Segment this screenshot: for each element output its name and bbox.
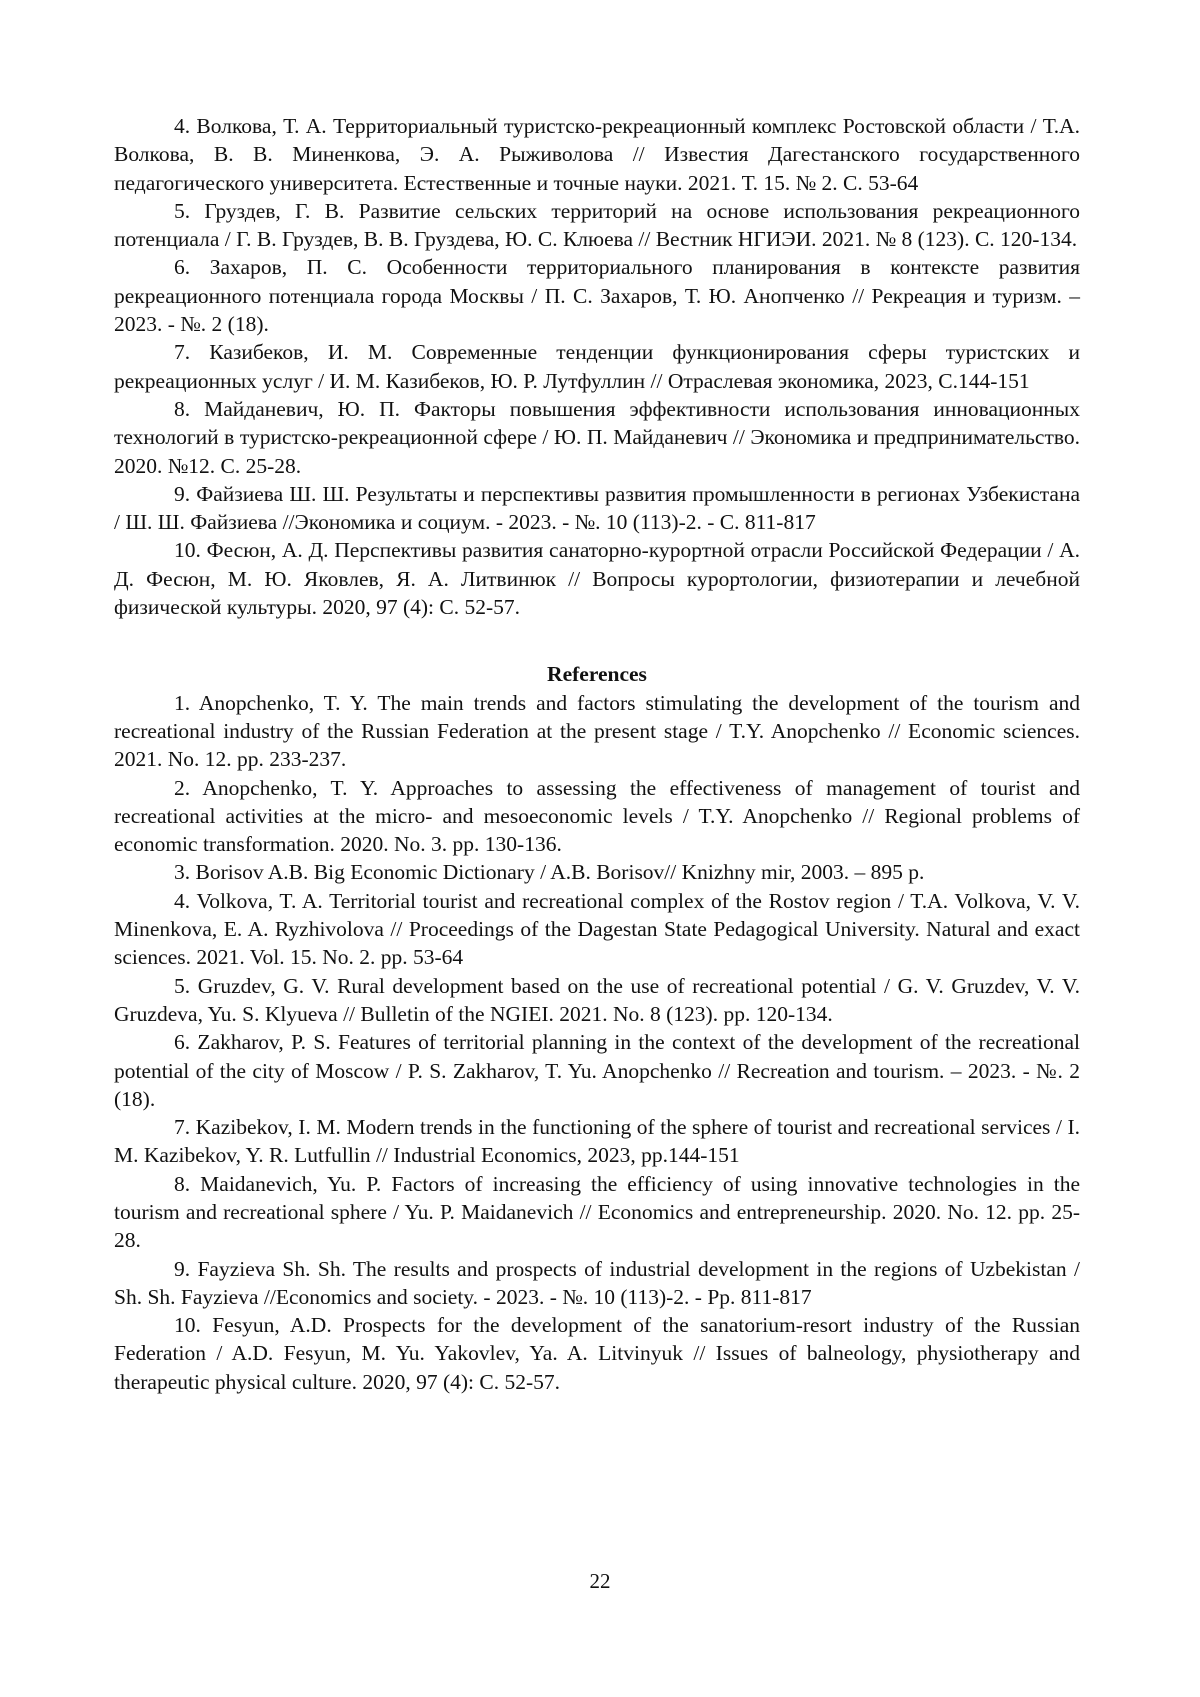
reference-item: 9. Fayzieva Sh. Sh. The results and prospects of industrial development in the regions of Uzbekistan / Sh. Sh. Fayzieva //Economics and society. - 2023. - №. 10 (113)-2. - Pp. 811-817 [114,1255,1080,1312]
reference-item: 5. Gruzdev, G. V. Rural development based on the use of recreational potential / G. V. Gruzdev, V. V. Gruzdeva, Yu. S. Klyueva // Bulletin of the NGIEI. 2021. No. 8 (123). pp. 120-134. [114,972,1080,1029]
english-reference-list [114,689,1080,1396]
reference-item: 4. Volkova, T. A. Territorial tourist and recreational complex of the Rostov region / T.A. Volkova, V. V. Minenkova, E. A. Ryzhivolova // Proceedings of the Dagestan State Pedagogical University. Natural and exact sciences. 2021. Vol. 15. No. 2. pp. 53-64 [114,887,1080,972]
reference-item: 8. Майданевич, Ю. П. Факторы повышения эффективности использования инновационных технологий в туристско-рекреационной сфере / Ю. П. Майданевич // Экономика и предпринимательство. 2020. №12. С. 25-28. [114,395,1080,480]
reference-item: 9. Файзиева Ш. Ш. Результаты и перспективы развития промышленности в регионах Узбекистана / Ш. Ш. Файзиева //Экономика и социум. - 2023. - №. 10 (113)-2. - С. 811-817 [114,480,1080,537]
reference-item: 10. Фесюн, А. Д. Перспективы развития санаторно-курортной отрасли Российской Федерации / А. Д. Фесюн, М. Ю. Яковлев, Я. А. Литвинюк // Вопросы курортологии, физиотерапии и лечебной физической культуры. 2020, 97 (4): С. 52-57. [114,536,1080,621]
reference-item: 4. Волкова, Т. А. Территориальный туристско-рекреационный комплекс Ростовской области / Т.А. Волкова, В. В. Миненкова, Э. А. Рыживолова // Известия Дагестанского государственного педагогического университета. Естественные и точные науки. 2021. Т. 15. № 2. С. 53-64 [114,112,1080,197]
page-number: 22 [0,1568,1200,1594]
reference-item: 10. Fesyun, A.D. Prospects for the development of the sanatorium-resort industry of the Russian Federation / A.D. Fesyun, M. Yu. Yakovlev, Ya. A. Litvinyuk // Issues of balneology, physiotherapy and therapeutic physical culture. 2020, 97 (4): C. 52-57. [114,1311,1080,1396]
reference-item: 2. Anopchenko, T. Y. Approaches to assessing the effectiveness of management of tourist and recreational activities at the micro- and mesoeconomic levels / T.Y. Anopchenko // Regional problems of economic transformation. 2020. No. 3. pp. 130-136. [114,774,1080,859]
reference-item: 1. Anopchenko, T. Y. The main trends and factors stimulating the development of the tourism and recreational industry of the Russian Federation at the present stage / T.Y. Anopchenko // Economic sciences. 2021. No. 12. pp. 233-237. [114,689,1080,774]
reference-item: 6. Захаров, П. С. Особенности территориального планирования в контексте развития рекреационного потенциала города Москвы / П. С. Захаров, Т. Ю. Анопченко // Рекреация и туризм. – 2023. - №. 2 (18). [114,253,1080,338]
russian-reference-list [114,112,1080,621]
reference-item: 7. Казибеков, И. М. Современные тенденции функционирования сферы туристских и рекреационных услуг / И. М. Казибеков, Ю. Р. Лутфуллин // Отраслевая экономика, 2023, С.144-151 [114,338,1080,395]
reference-item: 7. Kazibekov, I. M. Modern trends in the functioning of the sphere of tourist and recreational services / I. M. Kazibekov, Y. R. Lutfullin // Industrial Economics, 2023, pp.144-151 [114,1113,1080,1170]
reference-item: 5. Груздев, Г. В. Развитие сельских территорий на основе использования рекреационного потенциала / Г. В. Груздев, В. В. Груздева, Ю. С. Клюева // Вестник НГИЭИ. 2021. № 8 (123). С. 120-134. [114,197,1080,254]
references-heading: References [114,660,1080,688]
reference-item: 8. Maidanevich, Yu. P. Factors of increasing the efficiency of using innovative technologies in the tourism and recreational sphere / Yu. P. Maidanevich // Economics and entrepreneurship. 2020. No. 12. pp. 25-28. [114,1170,1080,1255]
page-content [114,112,1080,1396]
reference-item: 3. Borisov A.B. Big Economic Dictionary / A.B. Borisov// Knizhny mir, 2003. – 895 p. [114,858,1080,886]
reference-item: 6. Zakharov, P. S. Features of territorial planning in the context of the development of the recreational potential of the city of Moscow / P. S. Zakharov, T. Yu. Anopchenko // Recreation and tourism. – 2023. - №. 2 (18). [114,1028,1080,1113]
